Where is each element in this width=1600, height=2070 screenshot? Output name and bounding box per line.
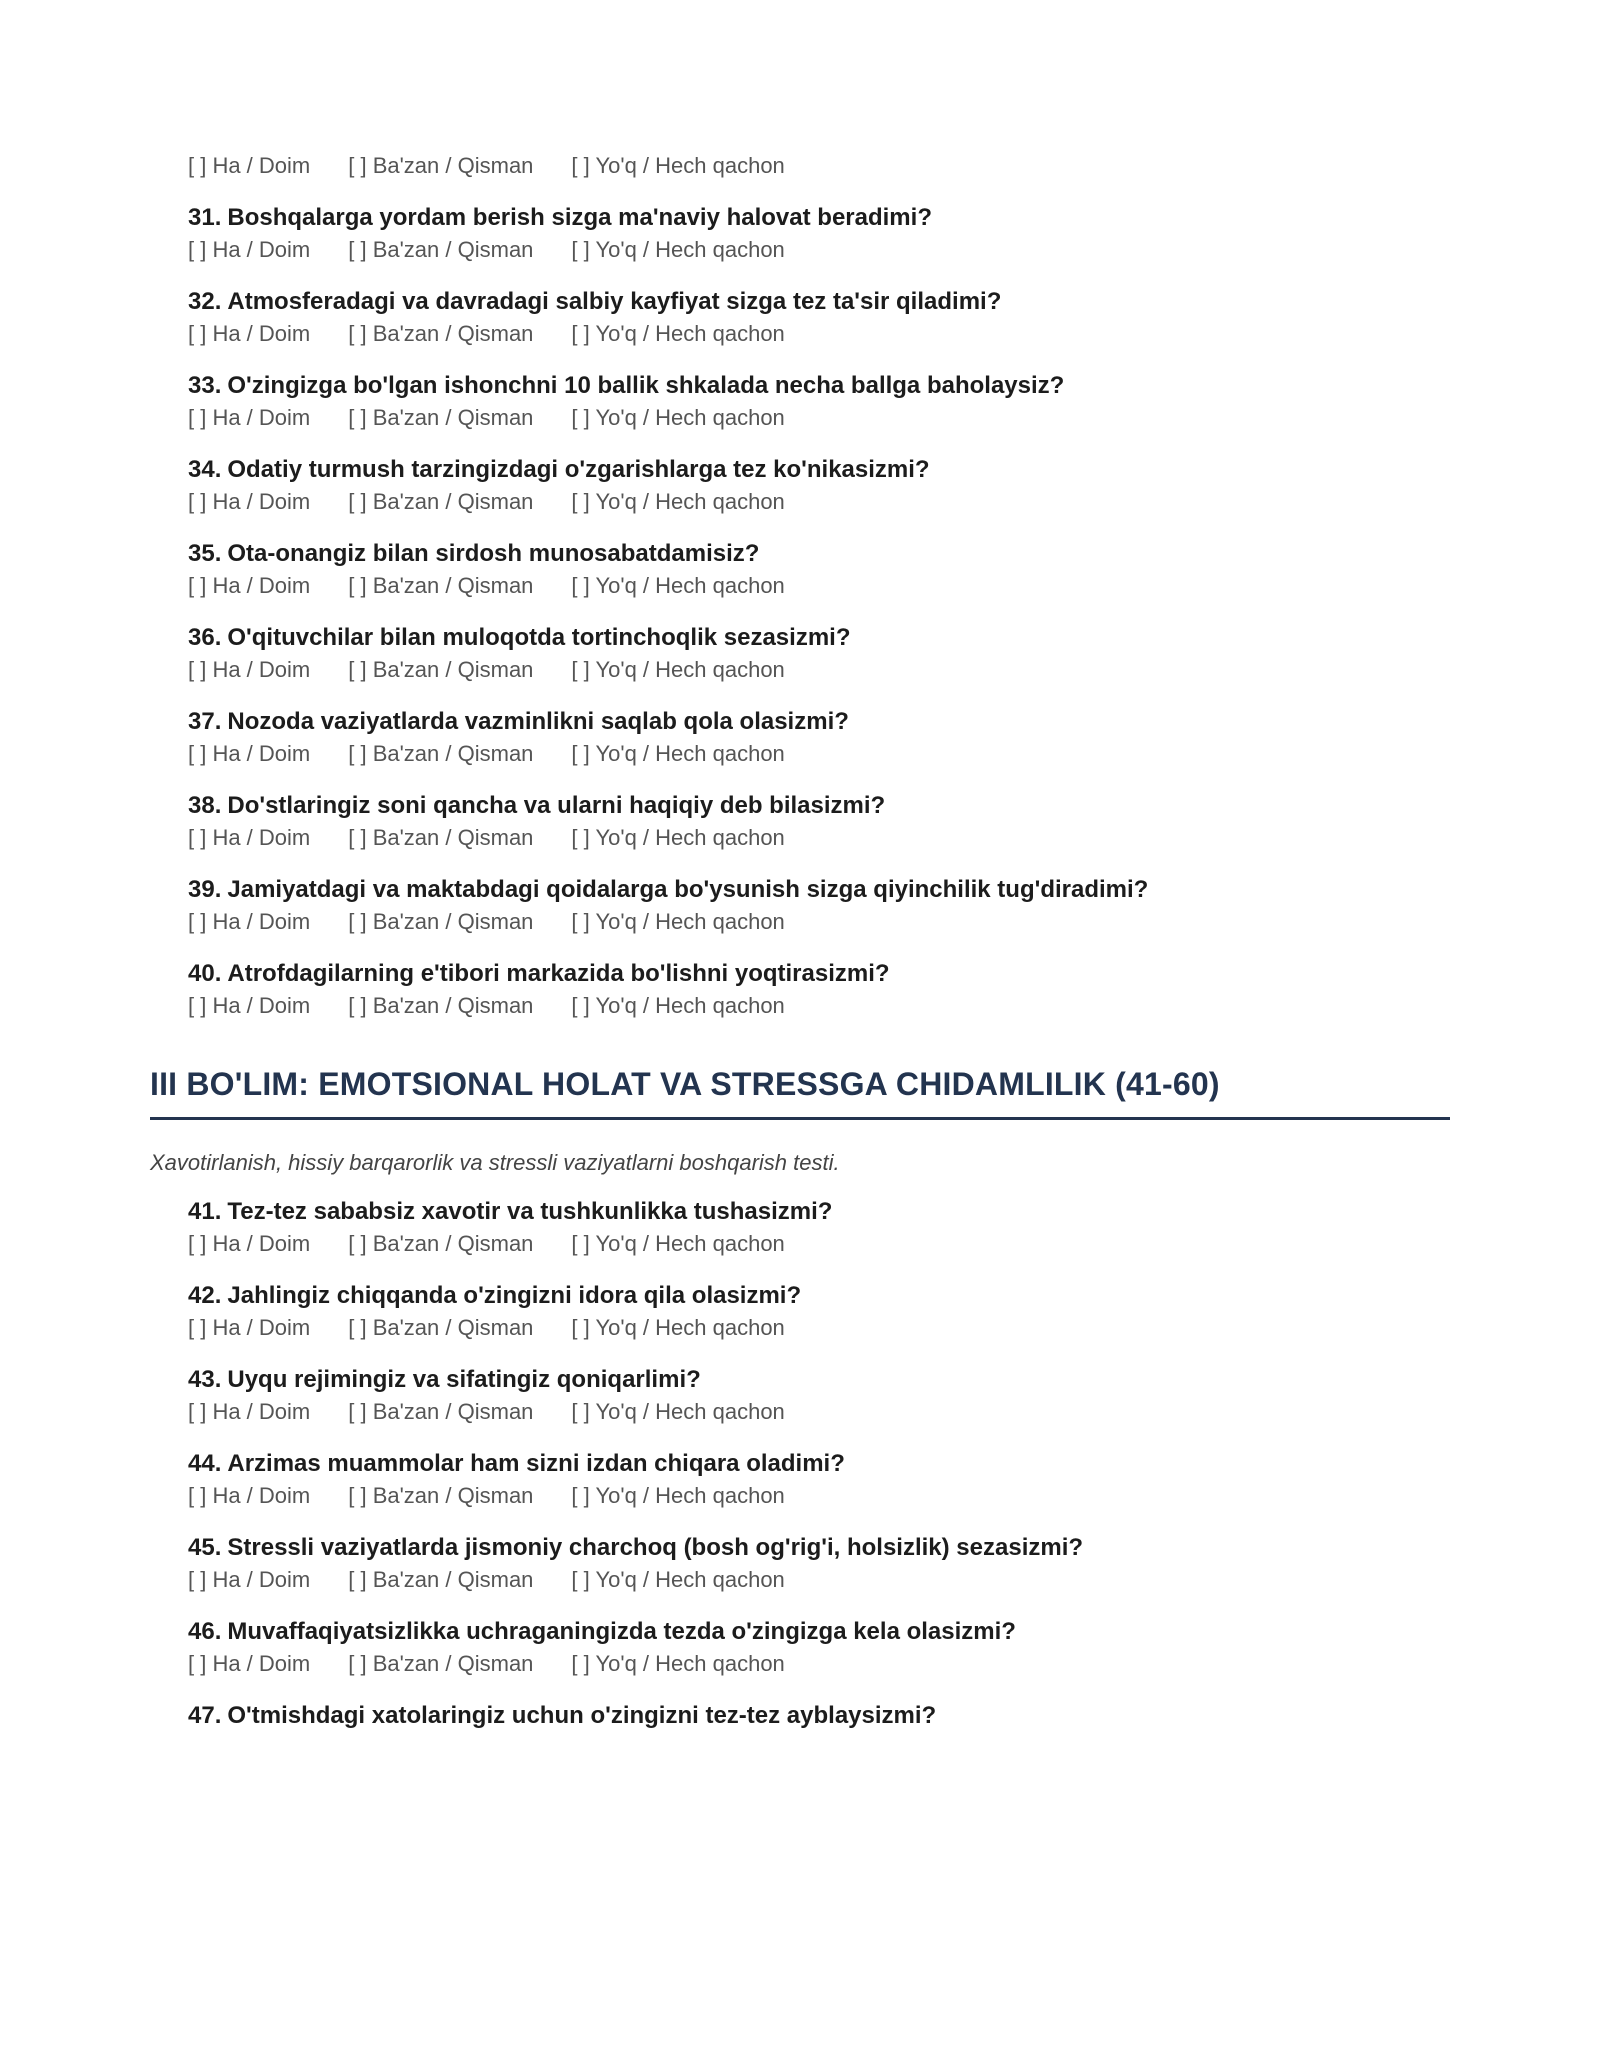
question-item bbox=[188, 1616, 1450, 1648]
question-number: 35. bbox=[188, 540, 222, 567]
question-text: Boshqalarga yordam berish sizga ma'naviy halovat beradimi? bbox=[227, 204, 932, 231]
question-number: 38. bbox=[188, 792, 222, 819]
option-no[interactable]: [ ] Yo'q / Hech qachon bbox=[571, 1315, 785, 1340]
question-text: Stressli vaziyatlarda jismoniy charchoq (bosh og'rig'i, holsizlik) sezasizmi? bbox=[227, 1534, 1084, 1561]
question-item bbox=[188, 538, 1450, 570]
option-yes[interactable]: [ ] Ha / Doim bbox=[188, 321, 311, 346]
answer-options bbox=[188, 234, 1450, 266]
question-number: 31. bbox=[188, 204, 222, 231]
answer-options bbox=[188, 318, 1450, 350]
answer-options bbox=[188, 570, 1450, 602]
question-number: 42. bbox=[188, 1282, 222, 1309]
question-text: O'tmishdagi xatolaringiz uchun o'zingizni tez-tez ayblaysizmi? bbox=[227, 1702, 937, 1729]
answer-options bbox=[188, 654, 1450, 686]
answer-options bbox=[188, 1648, 1450, 1680]
option-sometimes[interactable]: [ ] Ba'zan / Qisman bbox=[348, 573, 534, 598]
option-sometimes[interactable]: [ ] Ba'zan / Qisman bbox=[348, 237, 534, 262]
option-no[interactable]: [ ] Yo'q / Hech qachon bbox=[571, 1651, 785, 1676]
question-number: 47. bbox=[188, 1702, 222, 1729]
option-sometimes[interactable]: [ ] Ba'zan / Qisman bbox=[348, 489, 534, 514]
question-text: Jahlingiz chiqqanda o'zingizni idora qila olasizmi? bbox=[227, 1282, 802, 1309]
question-number: 36. bbox=[188, 624, 222, 651]
question-item bbox=[188, 370, 1450, 402]
question-item bbox=[188, 1448, 1450, 1480]
question-item bbox=[188, 706, 1450, 738]
option-yes[interactable]: [ ] Ha / Doim bbox=[188, 405, 311, 430]
option-sometimes[interactable]: [ ] Ba'zan / Qisman bbox=[348, 993, 534, 1018]
question-number: 46. bbox=[188, 1618, 222, 1645]
section-heading: III BO'LIM: EMOTSIONAL HOLAT VA STRESSGA CHIDAMLILIK (41-60) bbox=[150, 1066, 1450, 1120]
option-no[interactable]: [ ] Yo'q / Hech qachon bbox=[571, 1567, 785, 1592]
option-yes[interactable]: [ ] Ha / Doim bbox=[188, 1567, 311, 1592]
question-item bbox=[188, 1364, 1450, 1396]
question-item bbox=[188, 1196, 1450, 1228]
option-no[interactable]: [ ] Yo'q / Hech qachon bbox=[571, 909, 785, 934]
option-yes[interactable]: [ ] Ha / Doim bbox=[188, 1231, 311, 1256]
option-yes[interactable]: [ ] Ha / Doim bbox=[188, 741, 311, 766]
option-no[interactable]: [ ] Yo'q / Hech qachon bbox=[571, 657, 785, 682]
option-sometimes[interactable]: [ ] Ba'zan / Qisman bbox=[348, 1315, 534, 1340]
option-sometimes[interactable]: [ ] Ba'zan / Qisman bbox=[348, 1483, 534, 1508]
option-yes[interactable]: [ ] Ha / Doim bbox=[188, 993, 311, 1018]
option-sometimes[interactable]: [ ] Ba'zan / Qisman bbox=[348, 825, 534, 850]
option-yes[interactable]: [ ] Ha / Doim bbox=[188, 1399, 311, 1424]
option-sometimes[interactable]: [ ] Ba'zan / Qisman bbox=[348, 1399, 534, 1424]
question-text: O'zingizga bo'lgan ishonchni 10 ballik shkalada necha ballga baholaysiz? bbox=[227, 372, 1065, 399]
question-number: 43. bbox=[188, 1366, 222, 1393]
question-list-part2 bbox=[150, 202, 1450, 1022]
answer-options bbox=[188, 1480, 1450, 1512]
question-number: 37. bbox=[188, 708, 222, 735]
option-no[interactable]: [ ] Yo'q / Hech qachon bbox=[571, 741, 785, 766]
option-no[interactable]: [ ] Yo'q / Hech qachon bbox=[571, 489, 785, 514]
answer-options bbox=[188, 906, 1450, 938]
question-item bbox=[188, 1700, 1450, 1732]
question-item bbox=[188, 454, 1450, 486]
option-sometimes[interactable]: [ ] Ba'zan / Qisman bbox=[348, 1651, 534, 1676]
answer-options bbox=[188, 486, 1450, 518]
question-text: Muvaffaqiyatsizlikka uchraganingizda tezda o'zingizga kela olasizmi? bbox=[227, 1618, 1016, 1645]
answer-options bbox=[188, 990, 1450, 1022]
question-text: Tez-tez sababsiz xavotir va tushkunlikka tushasizmi? bbox=[227, 1198, 833, 1225]
question-item bbox=[188, 790, 1450, 822]
option-no[interactable]: [ ] Yo'q / Hech qachon bbox=[571, 1483, 785, 1508]
question-number: 39. bbox=[188, 876, 222, 903]
option-sometimes[interactable]: [ ] Ba'zan / Qisman bbox=[348, 153, 534, 178]
option-no[interactable]: [ ] Yo'q / Hech qachon bbox=[571, 153, 785, 178]
option-yes[interactable]: [ ] Ha / Doim bbox=[188, 573, 311, 598]
option-sometimes[interactable]: [ ] Ba'zan / Qisman bbox=[348, 741, 534, 766]
question-item bbox=[188, 1532, 1450, 1564]
question-text: Uyqu rejimingiz va sifatingiz qoniqarlimi? bbox=[227, 1366, 701, 1393]
question-list-part3 bbox=[150, 1196, 1450, 1732]
question-text: Nozoda vaziyatlarda vazminlikni saqlab qola olasizmi? bbox=[227, 708, 849, 735]
question-item bbox=[188, 874, 1450, 906]
question-number: 34. bbox=[188, 456, 222, 483]
question-item bbox=[188, 958, 1450, 990]
question-item bbox=[188, 1280, 1450, 1312]
question-text: Jamiyatdagi va maktabdagi qoidalarga bo'ysunish sizga qiyinchilik tug'diradimi? bbox=[227, 876, 1149, 903]
question-text: Do'stlaringiz soni qancha va ularni haqiqiy deb bilasizmi? bbox=[227, 792, 886, 819]
question-item bbox=[188, 286, 1450, 318]
question-number: 41. bbox=[188, 1198, 222, 1225]
option-no[interactable]: [ ] Yo'q / Hech qachon bbox=[571, 993, 785, 1018]
option-no[interactable]: [ ] Yo'q / Hech qachon bbox=[571, 405, 785, 430]
answer-options bbox=[188, 402, 1450, 434]
option-sometimes[interactable]: [ ] Ba'zan / Qisman bbox=[348, 909, 534, 934]
question-item bbox=[188, 622, 1450, 654]
answer-options bbox=[188, 150, 1450, 182]
question-number: 32. bbox=[188, 288, 222, 315]
option-yes[interactable]: [ ] Ha / Doim bbox=[188, 489, 311, 514]
question-text: Atmosferadagi va davradagi salbiy kayfiyat sizga tez ta'sir qiladimi? bbox=[227, 288, 1002, 315]
question-number: 33. bbox=[188, 372, 222, 399]
answer-options bbox=[188, 1312, 1450, 1344]
question-text: O'qituvchilar bilan muloqotda tortinchoqlik sezasizmi? bbox=[227, 624, 851, 651]
option-sometimes[interactable]: [ ] Ba'zan / Qisman bbox=[348, 657, 534, 682]
question-number: 40. bbox=[188, 960, 222, 987]
option-yes[interactable]: [ ] Ha / Doim bbox=[188, 657, 311, 682]
answer-options bbox=[188, 1396, 1450, 1428]
option-yes[interactable]: [ ] Ha / Doim bbox=[188, 825, 311, 850]
answer-options bbox=[188, 1228, 1450, 1260]
option-no[interactable]: [ ] Yo'q / Hech qachon bbox=[571, 1399, 785, 1424]
option-yes[interactable]: [ ] Ha / Doim bbox=[188, 1483, 311, 1508]
option-yes[interactable]: [ ] Ha / Doim bbox=[188, 1315, 311, 1340]
option-no[interactable]: [ ] Yo'q / Hech qachon bbox=[571, 321, 785, 346]
option-sometimes[interactable]: [ ] Ba'zan / Qisman bbox=[348, 405, 534, 430]
answer-options bbox=[188, 738, 1450, 770]
answer-options bbox=[188, 1564, 1450, 1596]
option-sometimes[interactable]: [ ] Ba'zan / Qisman bbox=[348, 1567, 534, 1592]
option-yes[interactable]: [ ] Ha / Doim bbox=[188, 909, 311, 934]
option-yes[interactable]: [ ] Ha / Doim bbox=[188, 153, 311, 178]
question-text: Atrofdagilarning e'tibori markazida bo'lishni yoqtirasizmi? bbox=[227, 960, 890, 987]
option-yes[interactable]: [ ] Ha / Doim bbox=[188, 237, 311, 262]
section-description: Xavotirlanish, hissiy barqarorlik va stressli vaziyatlarni boshqarish testi. bbox=[150, 1150, 840, 1175]
question-number: 44. bbox=[188, 1450, 222, 1477]
option-no[interactable]: [ ] Yo'q / Hech qachon bbox=[571, 237, 785, 262]
question-text: Odatiy turmush tarzingizdagi o'zgarishlarga tez ko'nikasizmi? bbox=[227, 456, 930, 483]
page-content bbox=[150, 150, 1450, 1732]
option-sometimes[interactable]: [ ] Ba'zan / Qisman bbox=[348, 1231, 534, 1256]
option-no[interactable]: [ ] Yo'q / Hech qachon bbox=[571, 573, 785, 598]
question-text: Ota-onangiz bilan sirdosh munosabatdamisiz? bbox=[227, 540, 760, 567]
question-number: 45. bbox=[188, 1534, 222, 1561]
question-item bbox=[188, 202, 1450, 234]
answer-options bbox=[188, 822, 1450, 854]
option-sometimes[interactable]: [ ] Ba'zan / Qisman bbox=[348, 321, 534, 346]
option-no[interactable]: [ ] Yo'q / Hech qachon bbox=[571, 825, 785, 850]
option-yes[interactable]: [ ] Ha / Doim bbox=[188, 1651, 311, 1676]
option-no[interactable]: [ ] Yo'q / Hech qachon bbox=[571, 1231, 785, 1256]
question-text: Arzimas muammolar ham sizni izdan chiqara oladimi? bbox=[227, 1450, 845, 1477]
